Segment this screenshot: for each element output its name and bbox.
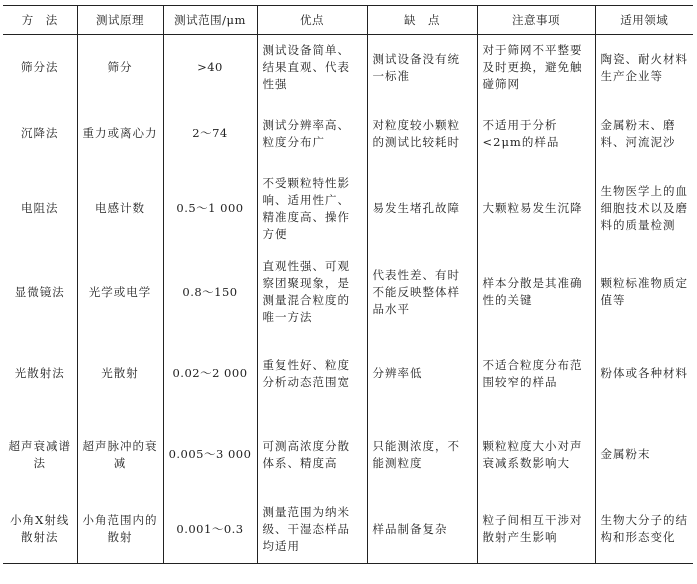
cell-range: >40: [163, 35, 257, 101]
cell-principle: 光散射: [77, 334, 163, 414]
cell-notes: 不适合粒度分布范围较窄的样品: [477, 334, 595, 414]
cell-range: 0.001～0.3: [163, 496, 257, 564]
table-row: [3, 414, 693, 496]
table-row: [3, 251, 693, 334]
cell-principle: 筛分: [77, 35, 163, 101]
cell-range: 0.005～3 000: [163, 414, 257, 496]
header-method: 方 法: [3, 6, 77, 35]
cell-principle: 光学或电学: [77, 251, 163, 334]
cell-pros: 测试分辨率高、粒度分布广: [257, 101, 367, 167]
cell-principle: 重力或离心力: [77, 101, 163, 167]
particle-size-methods-table: [3, 5, 693, 564]
cell-notes: 粒子间相互干涉对散射产生影响: [477, 496, 595, 564]
header-pros: 优点: [257, 6, 367, 35]
cell-notes: 对于筛网不平整要及时更换，避免触碰筛网: [477, 35, 595, 101]
cell-fields: 颗粒标准物质定值等: [595, 251, 693, 334]
cell-pros: 重复性好、粒度分析动态范围宽: [257, 334, 367, 414]
table-row: [3, 167, 693, 251]
cell-principle: 电感计数: [77, 167, 163, 251]
header-range: 测试范围/μm: [163, 6, 257, 35]
cell-cons: 测试设备没有统一标准: [367, 35, 477, 101]
cell-cons: 对粒度较小颗粒的测试比较耗时: [367, 101, 477, 167]
cell-fields: 金属粉末: [595, 414, 693, 496]
cell-method: 筛分法: [21, 60, 59, 75]
cell-method: 显微镜法: [14, 284, 65, 299]
cell-fields: 金属粉末、磨料、河流泥沙: [595, 101, 693, 167]
header-notes: 注意事项: [477, 6, 595, 35]
cell-method: 小角X射线散射法: [3, 496, 77, 564]
header-fields: 适用领域: [595, 6, 693, 35]
cell-range: 0.02～2 000: [163, 334, 257, 414]
cell-principle: 小角范围内的散射: [77, 496, 163, 564]
cell-fields: 生物医学上的血细胞技术以及磨料的质量检测: [595, 167, 693, 251]
table-header-row: [3, 6, 693, 35]
cell-range: 0.5～1 000: [163, 167, 257, 251]
cell-notes: 颗粒粒度大小对声衰减系数影响大: [477, 414, 595, 496]
table-row: [3, 496, 693, 564]
cell-fields: 粉体或各种材料: [595, 334, 693, 414]
cell-method: 电阻法: [21, 201, 59, 215]
cell-pros: 直观性强、可观察团聚现象，是测量混合粒度的唯一方法: [257, 251, 367, 334]
cell-notes: 样本分散是其准确性的关键: [477, 251, 595, 334]
cell-method: 光散射法: [14, 366, 65, 380]
cell-fields: 生物大分子的结构和形态变化: [595, 496, 693, 564]
header-cons: 缺 点: [367, 6, 477, 35]
table-row: [3, 334, 693, 414]
table-row: [3, 101, 693, 167]
cell-cons: 样品制备复杂: [367, 496, 477, 564]
cell-cons: 分辨率低: [367, 334, 477, 414]
cell-principle: 超声脉冲的衰减: [77, 414, 163, 496]
cell-range: 0.8～150: [163, 251, 257, 334]
cell-method: 沉降法: [21, 126, 59, 140]
cell-cons: 代表性差、有时不能反映整体样品水平: [367, 251, 477, 334]
cell-cons: 易发生堵孔故障: [367, 167, 477, 251]
cell-fields: 陶瓷、耐火材料生产企业等: [595, 35, 693, 101]
cell-method: 超声衰减谱法: [8, 438, 71, 470]
cell-range: 2～74: [163, 101, 257, 167]
table-row: [3, 35, 693, 101]
cell-notes: 不适用于分析<2μm的样品: [477, 101, 595, 167]
cell-cons: 只能测浓度，不能测粒度: [367, 414, 477, 496]
cell-notes: 大颗粒易发生沉降: [477, 167, 595, 251]
cell-pros: 测量范围为纳米级、干湿态样品均适用: [257, 496, 367, 564]
header-principle: 测试原理: [77, 6, 163, 35]
cell-pros: 测试设备简单、结果直观、代表性强: [257, 35, 367, 101]
cell-pros: 可测高浓度分散体系、精度高: [257, 414, 367, 496]
cell-pros: 不受颗粒特性影响、适用性广、精准度高、操作方便: [257, 167, 367, 251]
